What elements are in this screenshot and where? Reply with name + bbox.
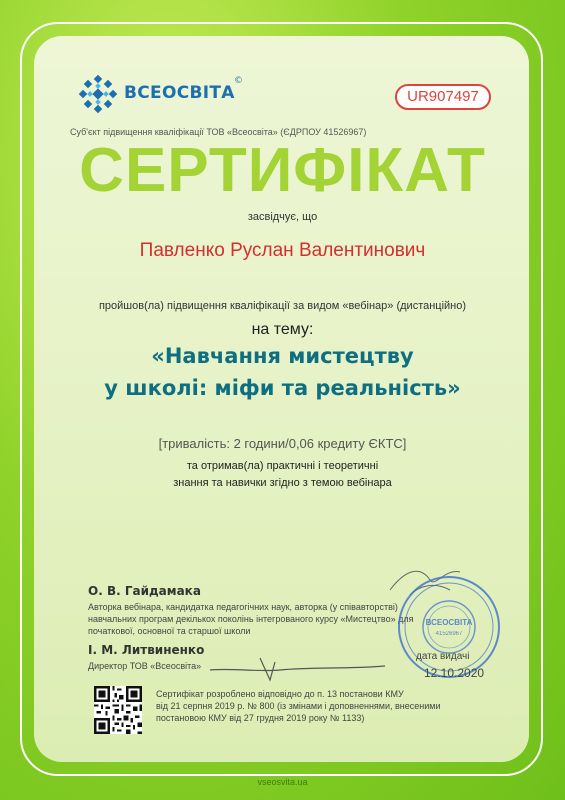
certifies-text: засвідчує, що: [247, 211, 318, 223]
snowflake-icon: [78, 74, 118, 114]
logo-text: ВСЕОСВІТА: [124, 83, 235, 103]
author-name: О. В. Гайдамака: [88, 584, 201, 598]
issuer-subject: Суб'єкт підвищення кваліфікації ТОВ «Всеосвіта» (ЄДРПОУ 41526967): [70, 127, 367, 137]
certificate-code-badge: UR907497: [395, 84, 491, 110]
vseosvita-logo: [78, 74, 248, 114]
legal-line-3: постановою КМУ від 27 грудня 2019 року № 1133): [156, 713, 365, 723]
stamp-sub: 41526967: [435, 631, 463, 637]
issue-date-value: 12.10.2020: [424, 666, 485, 680]
director-name: І. М. Литвиненко: [88, 643, 205, 657]
official-stamp: [396, 574, 502, 680]
registered-mark: ©: [234, 76, 243, 86]
legal-note: [156, 688, 456, 724]
legal-line-2: від 21 серпня 2019 р. № 800 (із змінами і доповненнями, внесеними: [156, 701, 441, 711]
received-line-1: та отримав(ла) практичні і теоретичні: [186, 460, 379, 472]
author-desc-2: навчальних програм декількох поколінь інтегрованого курсу «Мистецтво» для: [88, 614, 414, 624]
qr-code-icon: [94, 686, 142, 734]
website-link[interactable]: vseosvita.ua: [257, 777, 308, 787]
issue-date-label: дата видачі: [416, 651, 470, 662]
received-text: [0, 458, 565, 492]
author-desc-3: початкової, основної та старшої школи: [88, 626, 251, 636]
director-signature: [200, 640, 390, 690]
stamp-text: ВСЕОСВІТА: [425, 618, 473, 627]
certificate-title: СЕРТИФІКАТ: [79, 136, 486, 205]
director-desc: Директор ТОВ «Всеосвіта»: [88, 661, 202, 671]
legal-line-1: Сертифікат розроблено відповідно до п. 13 постанови КМУ: [156, 689, 404, 699]
duration-text: [тривалість: 2 години/0,06 кредиту ЄКТС]: [158, 436, 407, 451]
received-line-2: знання та навички згідно з темою вебінара: [173, 477, 392, 489]
recipient-name: Павленко Руслан Валентинович: [139, 240, 426, 261]
topic-line-1: «Навчання мистецтву: [151, 344, 414, 368]
webinar-topic: [0, 340, 565, 404]
director-block: [88, 643, 204, 672]
passed-text: пройшов(ла) підвищення кваліфікації за видом «вебінар» (дистанційно): [98, 300, 467, 312]
topic-line-2: у школі: міфи та реальність»: [104, 376, 461, 400]
author-block: [88, 584, 413, 637]
topic-label: на тему:: [251, 321, 314, 338]
author-desc-1: Авторка вебінара, кандидатка педагогічних наук, авторка (у співавторстві): [88, 602, 398, 612]
